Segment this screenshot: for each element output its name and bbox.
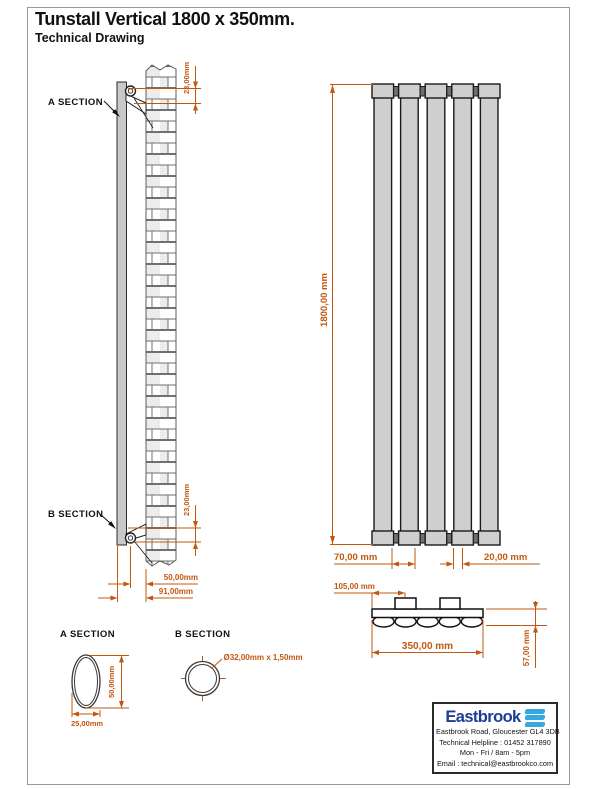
svg-text:50,00mm: 50,00mm	[163, 573, 198, 582]
vendor-email: Email : technical@eastbrookco.com	[436, 758, 554, 768]
inlet-tube-section	[186, 662, 220, 696]
svg-text:20,00 mm: 20,00 mm	[484, 552, 528, 563]
panel-tube-section	[72, 655, 100, 708]
vendor-info-box	[432, 702, 558, 774]
dim-panel-spacing	[334, 548, 540, 569]
b-section-title: B SECTION	[175, 629, 231, 640]
svg-text:350,00 mm: 350,00 mm	[401, 641, 454, 652]
radiator-panels	[372, 84, 500, 545]
b-section-callout-label: B SECTION	[48, 509, 104, 520]
eastbrook-logo-icon	[525, 709, 545, 727]
vendor-helpline: Technical Helpline : 01452 317890	[439, 737, 551, 747]
vendor-logo-text: Eastbrook	[445, 708, 521, 726]
svg-text:23,00mm: 23,00mm	[182, 483, 191, 517]
top-view-body	[372, 609, 483, 618]
radiator-panel-side	[117, 82, 127, 545]
vendor-hours: Mon - Fri / 8am - 5pm	[459, 748, 531, 757]
vendor-address: Eastbrook Road, Gloucester GL4 3DB	[436, 727, 560, 736]
page-title: Tunstall Vertical 1800 x 350mm.	[35, 9, 295, 29]
a-section-callout-label: A SECTION	[48, 97, 103, 108]
svg-text:70,00 mm: 70,00 mm	[334, 552, 378, 563]
svg-text:23,00mm: 23,00mm	[182, 61, 191, 95]
a-section-detail	[60, 629, 129, 728]
a-section-title: A SECTION	[60, 629, 115, 640]
radiator-top-view	[334, 582, 547, 668]
dim-b-tube-spec: Ø32,00mm x 1,50mm	[223, 653, 303, 662]
svg-text:25,00mm: 25,00mm	[71, 719, 104, 728]
radiator-front-view	[319, 84, 540, 569]
svg-text:91,00mm: 91,00mm	[158, 587, 193, 596]
b-section-detail	[175, 629, 303, 701]
dim-height-1800	[319, 85, 373, 545]
inlet-connection	[395, 598, 416, 609]
inlet-connection	[440, 598, 460, 609]
brick-wall	[146, 65, 176, 566]
svg-text:105,00 mm: 105,00 mm	[334, 582, 375, 591]
svg-text:1800,00 mm: 1800,00 mm	[319, 273, 330, 327]
dim-depth-57	[486, 601, 547, 668]
svg-text:57,00 mm: 57,00 mm	[522, 629, 531, 667]
side-section-view	[48, 62, 201, 602]
svg-text:50,00mm: 50,00mm	[107, 665, 116, 699]
page-subtitle: Technical Drawing	[35, 31, 145, 45]
